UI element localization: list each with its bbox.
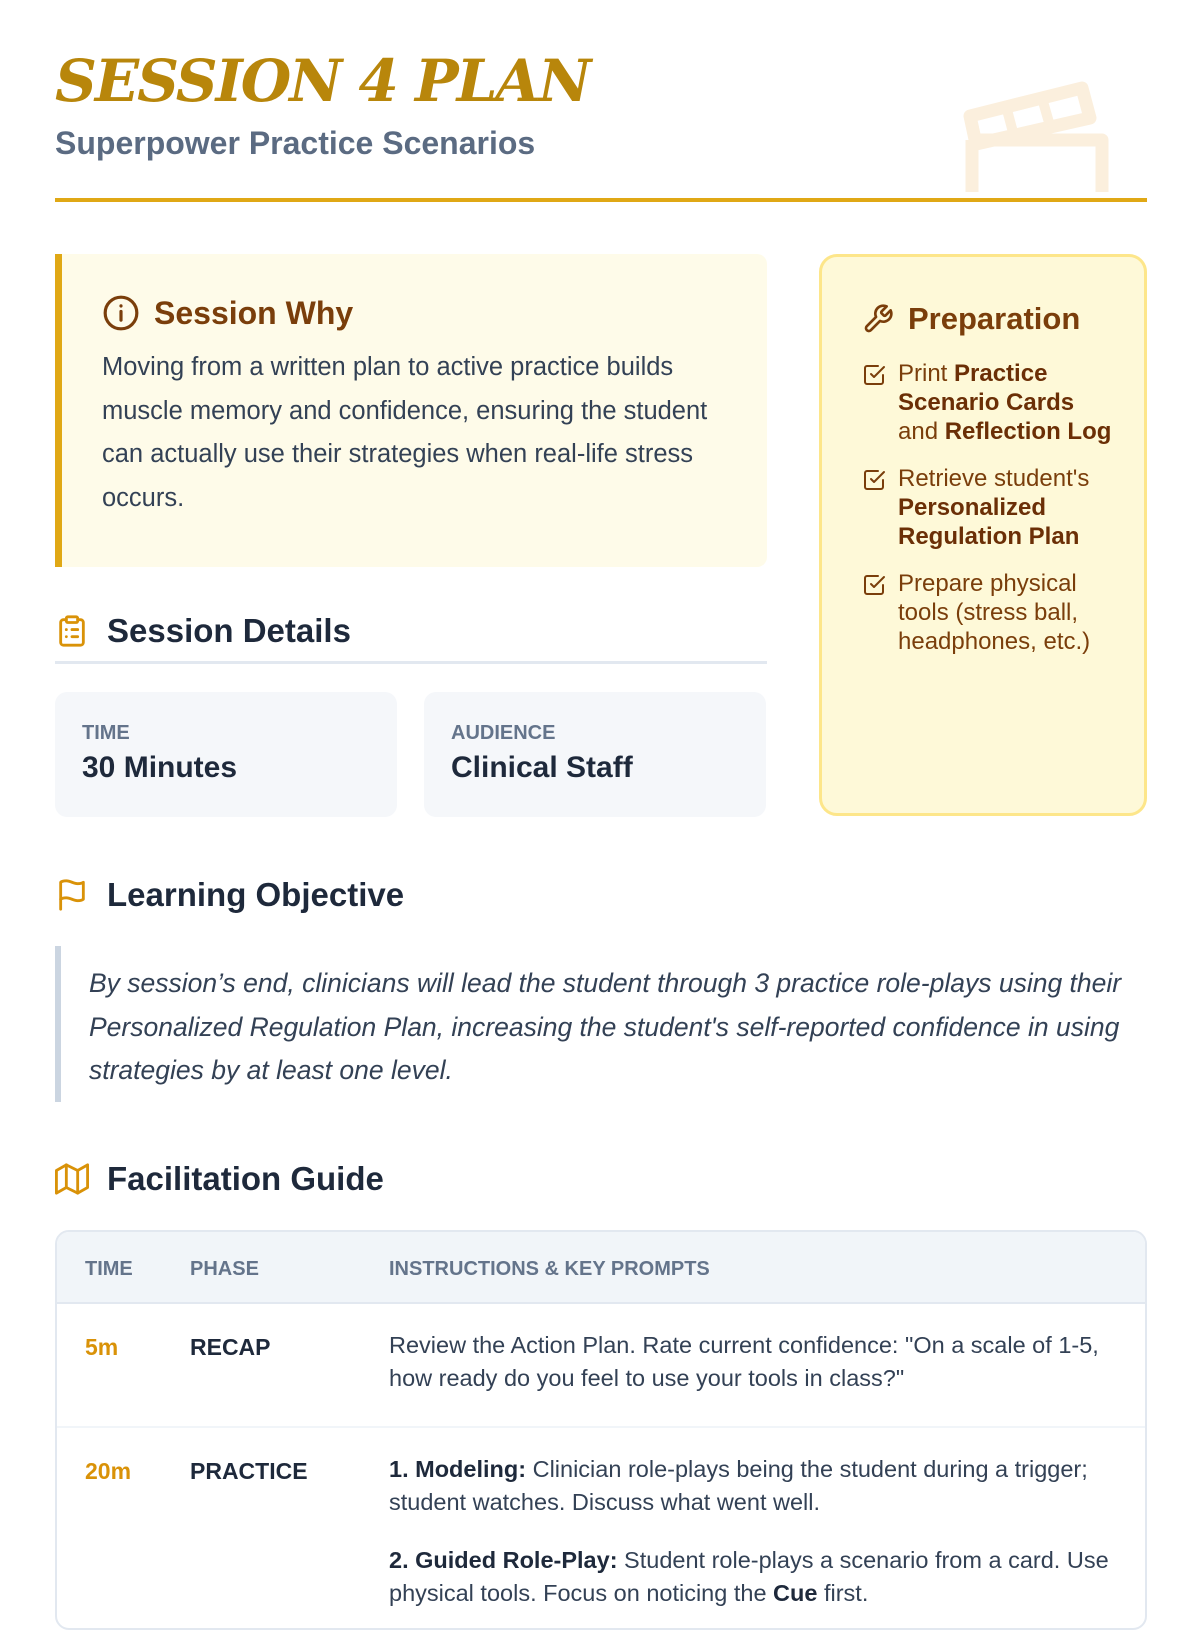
checkbox-checked-icon [862,468,886,492]
row-time: 5m [85,1334,119,1360]
preparation-heading: Preparation [908,301,1081,336]
preparation-item [862,359,1116,446]
preparation-item-text: Prepare physical tools (stress ball, headphones, etc.) [898,570,1091,655]
clapperboard-icon [962,80,1112,192]
audience-label: AUDIENCE [451,722,556,744]
row-phase: PRACTICE [190,1458,308,1484]
learning-objective-quote [55,946,1147,1102]
facilitation-guide-heading: Facilitation Guide [107,1160,384,1197]
learning-objective-text: By session’s end, clinicians will lead the student through 3 practice role-plays using their Personalized Regulation Plan, increasing the student's self-reported confidence in using strategies by at least one level. [89,968,1122,1085]
time-label: TIME [82,722,130,744]
preparation-box [819,254,1147,816]
row-instructions [389,1329,1124,1420]
preparation-item [862,464,1116,551]
session-why-box [55,254,767,567]
wrench-icon [862,303,894,335]
session-details-heading: Session Details [107,612,351,649]
session-why-text: Moving from a written plan to active practice builds muscle memory and confidence, ensuring the student can actually use their strategies when real-life stress occurs. [102,353,708,512]
table-header [57,1232,1145,1304]
divider [55,661,767,664]
session-details-header [55,612,351,650]
row-time: 20m [85,1458,132,1484]
instruction-step: 2. Guided Role-Play: Student role-plays a scenario from a card. Use physical tools. Focus on noticing the Cue first. [389,1547,1109,1606]
table-row [57,1304,1145,1428]
checkbox-checked-icon [862,363,886,387]
row-phase: RECAP [190,1334,271,1360]
session-why-heading: Session Why [154,294,354,331]
row-instructions [389,1453,1124,1630]
learning-objective-heading: Learning Objective [107,876,405,913]
page-title: SESSION 4 PLAN [55,47,590,115]
map-icon [55,1160,89,1198]
info-icon [102,294,140,332]
facilitation-guide-header [55,1160,384,1198]
column-header-phase: PHASE [190,1258,259,1280]
learning-objective-header [55,876,404,914]
time-value: 30 Minutes [82,751,238,784]
clipboard-list-icon [55,612,89,650]
instruction-step: 1. Modeling: Clinician role-plays being the student during a trigger; student watches. Discuss what went well. [389,1456,1088,1515]
column-header-time: TIME [85,1258,133,1280]
preparation-item [862,569,1116,656]
flag-icon [55,876,89,914]
audience-value: Clinical Staff [451,751,633,784]
instruction-text: Review the Action Plan. Rate current confidence: "On a scale of 1-5, how ready do you feel to use your tools in class?" [389,1332,1099,1391]
preparation-item-text: Print Practice Scenario Cards and Reflection Log [898,360,1112,445]
preparation-list [862,359,1116,656]
page-subtitle: Superpower Practice Scenarios [55,125,536,161]
facilitation-guide-table [55,1230,1147,1630]
page-header [55,0,1147,202]
session-plan-page [55,0,1147,1606]
checkbox-checked-icon [862,573,886,597]
column-header-instructions: INSTRUCTIONS & KEY PROMPTS [389,1258,710,1280]
audience-card [424,692,766,817]
preparation-item-text: Retrieve student's Personalized Regulation Plan [898,465,1090,550]
time-card [55,692,397,817]
